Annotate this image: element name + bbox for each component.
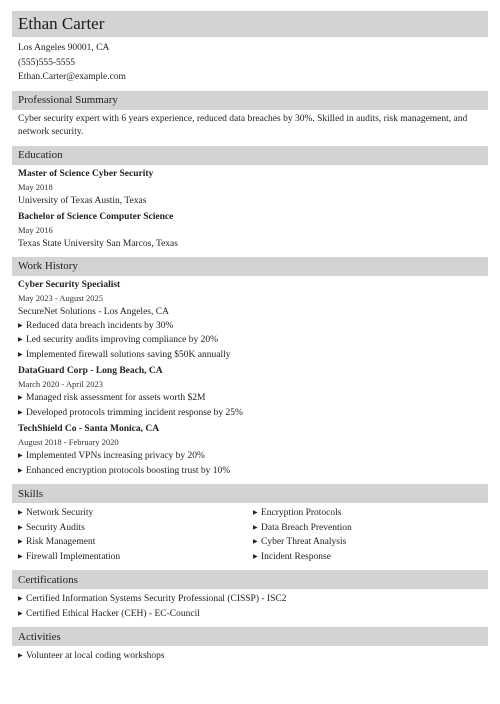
bullet-text: Led security audits improving compliance by 20% <box>26 335 219 345</box>
job-bullets <box>18 449 488 478</box>
bullet-icon: ▶ <box>253 553 258 560</box>
bullet-icon: ▶ <box>18 409 23 416</box>
name-header-bar <box>12 11 488 37</box>
list-item <box>18 649 488 664</box>
bullet-icon: ▶ <box>18 539 23 545</box>
degree-date: May 2018 <box>18 181 53 192</box>
section-header-skills <box>12 484 488 503</box>
skills-body <box>12 503 488 564</box>
certification-text: Certified Information Systems Security Professional (CISSP) - ISC2 <box>26 594 287 604</box>
list-item <box>253 535 488 550</box>
section-title: Professional Summary <box>18 94 118 106</box>
list-item <box>18 506 253 521</box>
job-entry <box>18 423 488 478</box>
certifications-body <box>12 589 488 621</box>
skill-text: Cyber Threat Analysis <box>261 537 347 547</box>
contact-address: Los Angeles 90001, CA <box>18 43 110 53</box>
skill-text: Incident Response <box>261 551 331 562</box>
list-item <box>18 391 488 406</box>
section-title: Certifications <box>18 573 78 586</box>
bullet-icon: ▶ <box>18 453 23 459</box>
skill-text: Security Audits <box>26 522 85 533</box>
section-title: Activities <box>18 630 61 643</box>
section-header-work <box>12 257 488 276</box>
bullet-icon: ▶ <box>18 395 23 401</box>
bullet-text: Implemented firewall solutions saving $50K annually <box>26 349 231 360</box>
skill-text: Network Security <box>26 508 94 518</box>
list-item <box>18 521 253 536</box>
list-item <box>18 550 253 565</box>
job-date: August 2018 - February 2020 <box>18 437 119 447</box>
job-entry <box>18 279 488 363</box>
job-bullets <box>18 391 488 420</box>
section-header-certifications <box>12 570 488 589</box>
job-date: March 2020 - April 2023 <box>18 379 103 389</box>
bullet-text: Reduced data breach incidents by 30% <box>26 320 174 331</box>
contact-phone: (555)555-5555 <box>18 57 75 68</box>
list-item <box>18 464 488 479</box>
skill-text: Firewall Implementation <box>26 551 121 562</box>
skills-column-right <box>253 506 488 564</box>
list-item <box>253 521 488 536</box>
work-body <box>12 276 488 479</box>
summary-text: Cyber security expert with 6 years experience, reduced data breaches by 30%. Skilled in audits, risk management, and network security. <box>18 113 468 137</box>
list-item <box>18 607 488 622</box>
skills-column-left <box>18 506 253 564</box>
section-title: Work History <box>18 260 78 272</box>
school-name: Texas State University San Marcos, Texas <box>18 238 178 249</box>
list-item <box>253 550 488 565</box>
school-name: University of Texas Austin, Texas <box>18 195 147 206</box>
section-title: Education <box>18 149 63 161</box>
degree-title: Bachelor of Science Computer Science <box>18 211 174 222</box>
candidate-name: Ethan Carter <box>18 14 105 33</box>
list-item <box>18 333 488 348</box>
bullet-icon: ▶ <box>18 337 23 343</box>
activity-text: Volunteer at local coding workshops <box>26 651 165 661</box>
section-title: Skills <box>18 487 44 500</box>
job-bullets <box>18 319 488 363</box>
bullet-icon: ▶ <box>18 524 23 531</box>
bullet-text: Implemented VPNs increasing privacy by 20% <box>26 451 205 461</box>
job-company: SecureNet Solutions - Los Angeles, CA <box>18 306 169 317</box>
skills-grid <box>18 506 488 564</box>
bullet-icon: ▶ <box>18 351 23 358</box>
list-item <box>18 406 488 421</box>
bullet-text: Enhanced encryption protocols boosting trust by 10% <box>26 465 231 476</box>
summary-body <box>12 110 488 140</box>
section-header-education <box>12 146 488 165</box>
job-title: DataGuard Corp - Long Beach, CA <box>18 366 163 376</box>
bullet-icon: ▶ <box>18 610 23 617</box>
bullet-icon: ▶ <box>253 524 258 531</box>
bullet-icon: ▶ <box>18 510 23 516</box>
bullet-icon: ▶ <box>18 467 23 474</box>
skill-text: Encryption Protocols <box>261 508 342 518</box>
bullet-icon: ▶ <box>253 539 258 545</box>
education-entry <box>18 168 488 208</box>
list-item <box>18 348 488 363</box>
education-body <box>12 165 488 251</box>
bullet-text: Managed risk assessment for assets worth $2M <box>26 393 206 403</box>
contact-info <box>12 37 488 85</box>
certifications-list <box>18 592 488 621</box>
section-header-summary <box>12 91 488 110</box>
contact-email: Ethan.Carter@example.com <box>18 72 126 82</box>
degree-title: Master of Science Cyber Security <box>18 168 154 179</box>
job-date: May 2023 - August 2025 <box>18 292 103 303</box>
activities-list <box>18 649 488 664</box>
job-title: Cyber Security Specialist <box>18 279 121 290</box>
list-item <box>18 592 488 607</box>
list-item <box>18 449 488 464</box>
degree-date: May 2016 <box>18 224 53 235</box>
bullet-icon: ▶ <box>18 653 23 659</box>
bullet-icon: ▶ <box>18 553 23 560</box>
skill-text: Risk Management <box>26 537 96 547</box>
education-entry <box>18 211 488 251</box>
bullet-icon: ▶ <box>18 322 23 329</box>
list-item <box>253 506 488 521</box>
bullet-icon: ▶ <box>253 510 258 516</box>
job-title: TechShield Co - Santa Monica, CA <box>18 424 160 434</box>
job-entry <box>18 365 488 420</box>
skill-text: Data Breach Prevention <box>261 522 352 533</box>
list-item <box>18 319 488 334</box>
section-header-activities <box>12 627 488 646</box>
bullet-text: Developed protocols trimming incident response by 25% <box>26 407 243 418</box>
certification-text: Certified Ethical Hacker (CEH) - EC-Council <box>26 608 200 619</box>
activities-body <box>12 646 488 664</box>
bullet-icon: ▶ <box>18 596 23 602</box>
list-item <box>18 535 253 550</box>
